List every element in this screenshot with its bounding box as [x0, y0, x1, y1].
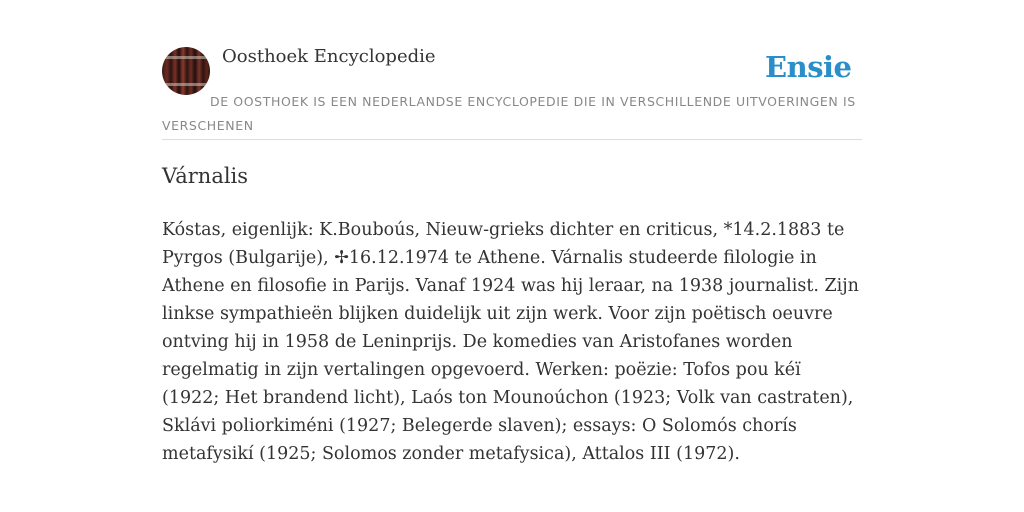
site-tagline: DE OOSTHOEK IS EEN NEDERLANDSE ENCYCLOPEDIE DIE IN VERSCHILLENDE UITVOERINGEN IS VERSCHENEN — [162, 94, 856, 133]
entry-title: Várnalis — [162, 164, 249, 188]
site-avatar[interactable] — [162, 47, 210, 95]
entry-definition: Kóstas, eigenlijk: K.Bouboús, Nieuw-grieks dichter en criticus, *14.2.1883 te Pyrgos (Bulgarije), ✢16.12.1974 te Athene. Várnalis studeerde filologie in Athene en filosofie in Parijs. Vanaf 1924 was hij leraar, na 1938 journalist. Zijn linkse sympathieën blijken duidelijk uit zijn werk. Voor zijn poëtisch oeuvre ontving hij in 1958 de Leninprijs. De komedies van Aristofanes worden regelmatig in zijn vertalingen opgevoerd. Werken: poëzie: Tofos pou kéï (1922; Het brandend licht), Laós ton Mounoúchon (1923; Volk van castraten), Sklávi poliorkiméni (1927; Belegerde slaven); essays: O Solomós chorís metafysikí (1925; Solomos zonder metafysica), Attalos III (1972). — [162, 220, 859, 464]
ensie-logo-link[interactable]: Ensie — [765, 50, 852, 84]
site-title[interactable]: Oosthoek Encyclopedie — [222, 46, 436, 67]
header-divider — [162, 139, 862, 140]
